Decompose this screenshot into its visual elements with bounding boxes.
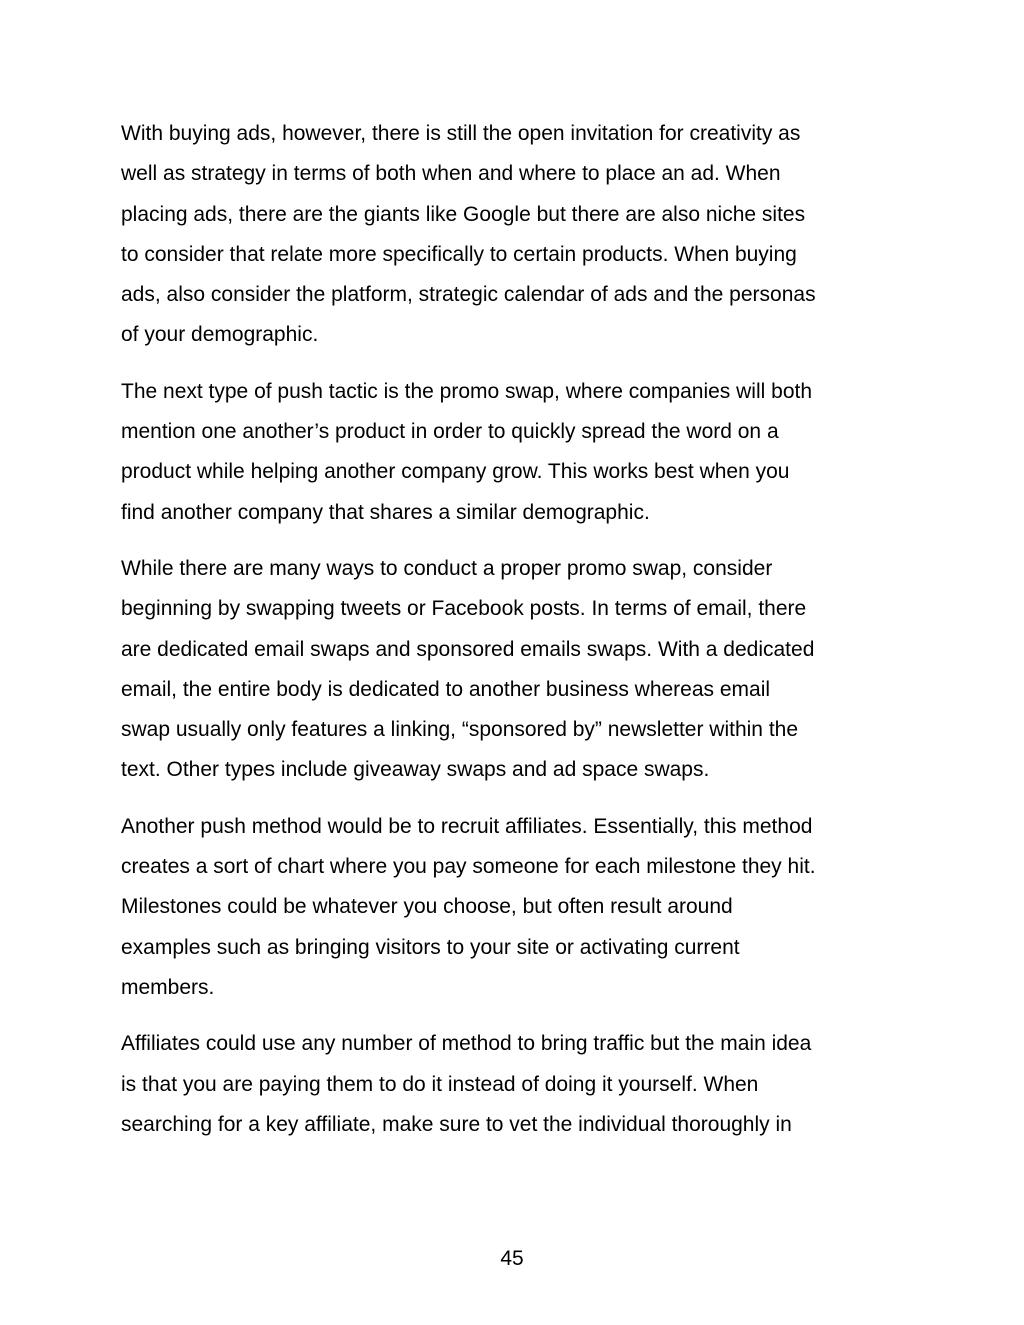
- paragraph-affiliate-traffic: Affiliates could use any number of method to bring traffic but the main idea is that you are paying them to do it instead of doing it yourself. When searching for a key affiliate, make sure to vet the individual thoroughly in: [121, 1032, 812, 1136]
- page-number: 45: [500, 1247, 524, 1270]
- page-body: [121, 114, 906, 1161]
- paragraph-affiliates: Another push method would be to recruit affiliates. Essentially, this method creates a sort of chart where you pay someone for each milestone they hit. Milestones could be whatever you choose, but often result around examples such as bringing visitors to your site or activating current members.: [121, 814, 816, 999]
- paragraph-swap-methods: While there are many ways to conduct a proper promo swap, consider beginning by swapping tweets or Facebook posts. In terms of email, there are dedicated email swaps and sponsored emails swaps. With a dedicated email, the entire body is dedicated to another business whereas email swap usually only features a linking, “sponsored by” newsletter within the text. Other types include giveaway swaps and ad space swaps.: [121, 556, 815, 782]
- paragraph-promo-swap: The next type of push tactic is the promo swap, where companies will both mention one another’s product in order to quickly spread the word on a product while helping another company grow. This works best when you find another company that shares a similar demographic.: [121, 379, 813, 524]
- paragraph-buying-ads: With buying ads, however, there is still the open invitation for creativity as well as strategy in terms of both when and where to place an ad. When placing ads, there are the giants like Google but there are also niche sites to consider that relate more specifically to certain products. When buying ads, also consider the platform, strategic calendar of ads and the personas of your demographic.: [121, 122, 816, 347]
